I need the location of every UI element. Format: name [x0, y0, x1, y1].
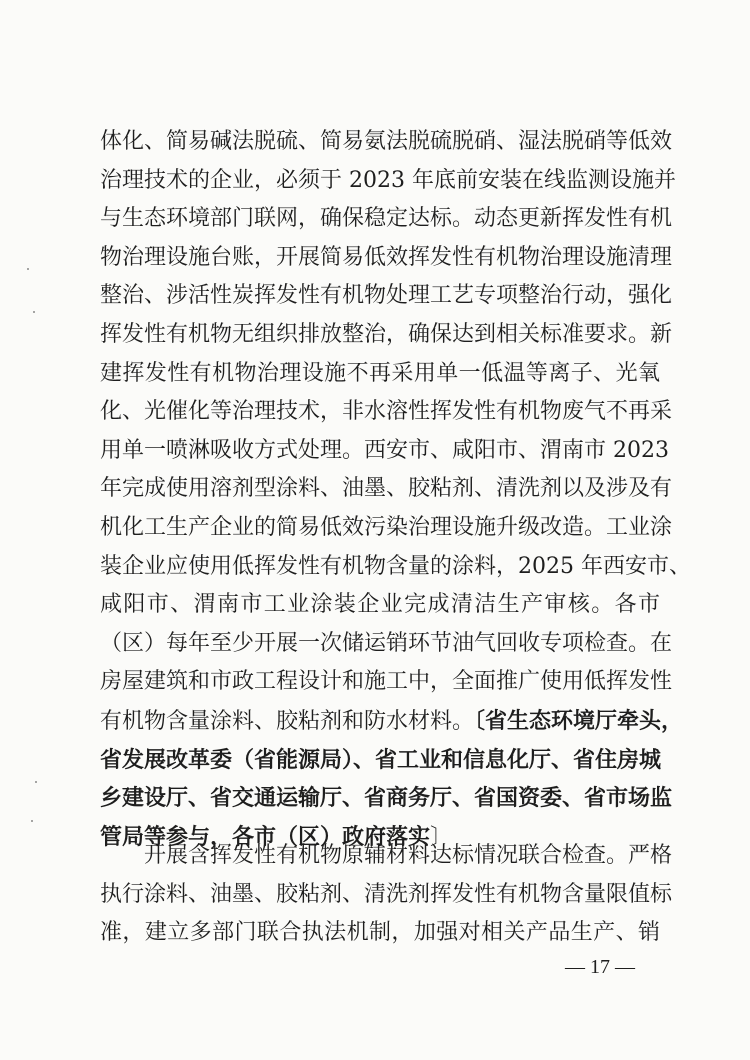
text-normal: 有机物含量涂料、胶粘剂和防水材料。: [100, 708, 475, 734]
text-line: 挥发性有机物无组织排放整治，确保达到相关标准要求。新: [100, 321, 673, 347]
text-line: 化、光催化等治理技术，非水溶性挥发性有机物废气不再采: [100, 399, 673, 425]
text-line: 整治、涉活性炭挥发性有机物处理工艺专项整治行动，强化: [100, 283, 673, 309]
text-line: 咸阳市、渭南市工业涂装企业完成清洁生产审核。各市: [100, 592, 660, 618]
scan-speck: [35, 781, 37, 783]
text-line-mixed: [100, 702, 684, 741]
text-line: 装企业应使用低挥发性有机物含量的涂料，2025 年西安市、: [100, 553, 691, 579]
text-line: 房屋建筑和市政工程设计和施工中，全面推广使用低挥发性: [100, 669, 673, 695]
scan-speck: [31, 820, 33, 822]
body-paragraph-1: [100, 123, 691, 856]
text-line: 用单一喷淋吸收方式处理。西安市、咸阳市、渭南市 2023: [100, 437, 669, 463]
text-line: 治理技术的企业，必须于 2023 年底前安装在线监测设施并: [100, 167, 676, 193]
scan-speck: [27, 268, 29, 270]
text-line: 年完成使用溶剂型涂料、油墨、胶粘剂、清洗剂以及涉及有: [100, 476, 673, 502]
text-line: 准，建立多部门联合执法机制，加强对相关产品生产、销: [100, 920, 660, 946]
responsibility-note-line: 乡建设厅、省交通运输厅、省商务厅、省国资委、省市场监: [100, 785, 673, 812]
text-line: 体化、简易碱法脱硫、简易氨法脱硫脱硝、湿法脱硝等低效: [100, 129, 673, 154]
page-number: — 17 —: [565, 956, 635, 978]
responsibility-note-line: 省发展改革委（省能源局）、省工业和信息化厅、省住房城: [100, 746, 662, 773]
text-line: 开展含挥发性有机物原辅材料达标情况联合检查。严格: [144, 843, 673, 868]
scan-speck: [33, 311, 35, 313]
text-line: （区）每年至少开展一次储运销环节油气回收专项检查。在: [100, 630, 673, 656]
text-line: 执行涂料、油墨、胶粘剂、清洗剂挥发性有机物含量限值标: [100, 881, 673, 907]
responsibility-note-start: 〔省生态环境厅牵头，: [474, 707, 684, 734]
responsibility-note-text: 管局等参与，各市（区）政府落实: [100, 823, 431, 850]
closing-bracket: 〕: [430, 824, 453, 850]
text-line: 物治理设施台账，开展简易低效挥发性有机物治理设施清理: [100, 244, 673, 270]
body-paragraph-2: [100, 837, 673, 953]
text-line: 机化工生产企业的简易低效污染治理设施升级改造。工业涂: [100, 514, 673, 540]
text-line: 与生态环境部门联网，确保稳定达标。动态更新挥发性有机: [100, 206, 673, 232]
text-line: 建挥发性有机物治理设施不再采用单一低温等离子、光氧: [100, 360, 660, 386]
